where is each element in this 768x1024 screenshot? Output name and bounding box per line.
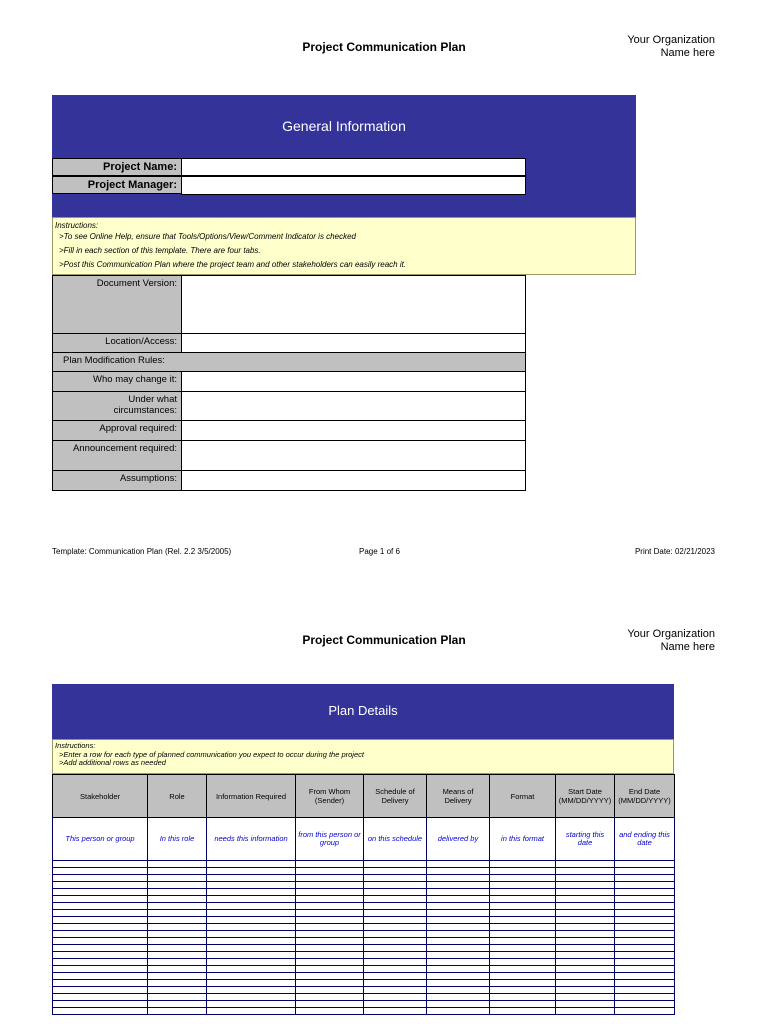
- table-cell[interactable]: [296, 917, 364, 924]
- table-cell[interactable]: [53, 945, 148, 952]
- plan-details-table: [52, 774, 675, 1015]
- instruction-line: >Enter a row for each type of planned communication you expect to occur during the project: [59, 749, 364, 759]
- table-cell[interactable]: [207, 1008, 296, 1015]
- table-cell[interactable]: [556, 910, 615, 917]
- table-cell[interactable]: [148, 882, 207, 889]
- table-cell[interactable]: [53, 1008, 148, 1015]
- table-cell[interactable]: [556, 994, 615, 1001]
- table-cell[interactable]: [490, 1001, 556, 1008]
- table-cell[interactable]: [148, 959, 207, 966]
- table-cell[interactable]: [490, 938, 556, 945]
- table-cell[interactable]: [296, 882, 364, 889]
- table-cell[interactable]: [615, 861, 675, 868]
- header-end-date: End Date (MM/DD/YYYY): [615, 775, 675, 818]
- table-cell[interactable]: [296, 868, 364, 875]
- table-cell[interactable]: [556, 959, 615, 966]
- table-cell[interactable]: [490, 966, 556, 973]
- table-cell[interactable]: [490, 882, 556, 889]
- table-cell[interactable]: [615, 1008, 675, 1015]
- project-manager-label: Project Manager:: [52, 176, 182, 194]
- table-cell[interactable]: [490, 994, 556, 1001]
- table-cell[interactable]: [148, 896, 207, 903]
- table-cell[interactable]: [296, 987, 364, 994]
- table-cell[interactable]: [364, 875, 427, 882]
- table-cell[interactable]: [148, 910, 207, 917]
- table-cell[interactable]: [556, 889, 615, 896]
- example-cell: on this schedule: [364, 818, 427, 861]
- table-cell[interactable]: [364, 980, 427, 987]
- who-may-change-label: Who may change it:: [52, 371, 182, 392]
- table-cell[interactable]: [556, 952, 615, 959]
- table-cell[interactable]: [490, 959, 556, 966]
- table-cell[interactable]: [296, 1001, 364, 1008]
- header-information-required: Information Required: [207, 775, 296, 818]
- circumstances-label: [52, 391, 182, 421]
- table-cell[interactable]: [207, 1001, 296, 1008]
- table-cell[interactable]: [148, 952, 207, 959]
- table-cell[interactable]: [427, 931, 490, 938]
- circumstances-field[interactable]: [181, 391, 526, 421]
- table-cell[interactable]: [556, 875, 615, 882]
- table-row: [53, 896, 675, 903]
- table-cell[interactable]: [148, 1001, 207, 1008]
- table-cell[interactable]: [53, 889, 148, 896]
- table-cell[interactable]: [296, 896, 364, 903]
- table-cell[interactable]: [556, 861, 615, 868]
- table-cell[interactable]: [207, 952, 296, 959]
- table-cell[interactable]: [296, 966, 364, 973]
- page1-org-line2: Name here: [660, 47, 715, 59]
- table-cell[interactable]: [427, 973, 490, 980]
- table-cell[interactable]: [53, 952, 148, 959]
- header-schedule: Schedule of Delivery: [364, 775, 427, 818]
- assumptions-label: Assumptions:: [52, 470, 182, 491]
- table-cell[interactable]: [615, 994, 675, 1001]
- table-cell[interactable]: [556, 924, 615, 931]
- table-cell[interactable]: [427, 861, 490, 868]
- example-cell: delivered by: [427, 818, 490, 861]
- table-header-row: [53, 775, 675, 818]
- table-row: [53, 868, 675, 875]
- example-cell: starting this date: [556, 818, 615, 861]
- table-cell[interactable]: [490, 945, 556, 952]
- table-cell[interactable]: [207, 903, 296, 910]
- project-name-field[interactable]: [181, 158, 526, 176]
- table-cell[interactable]: [296, 875, 364, 882]
- table-cell[interactable]: [615, 896, 675, 903]
- header-format: Format: [490, 775, 556, 818]
- instruction-line: >To see Online Help, ensure that Tools/Options/View/Comment Indicator is checked: [59, 232, 356, 241]
- table-cell[interactable]: [296, 889, 364, 896]
- table-cell[interactable]: [148, 994, 207, 1001]
- table-cell[interactable]: [364, 994, 427, 1001]
- table-row: [53, 924, 675, 931]
- table-cell[interactable]: [427, 980, 490, 987]
- table-row: [53, 910, 675, 917]
- table-cell[interactable]: [556, 917, 615, 924]
- table-cell[interactable]: [364, 861, 427, 868]
- table-cell[interactable]: [364, 966, 427, 973]
- table-cell[interactable]: [207, 875, 296, 882]
- table-cell[interactable]: [615, 889, 675, 896]
- table-row: [53, 1001, 675, 1008]
- table-cell[interactable]: [296, 959, 364, 966]
- table-cell[interactable]: [53, 903, 148, 910]
- table-row: [53, 917, 675, 924]
- table-cell[interactable]: [148, 889, 207, 896]
- table-row: [53, 973, 675, 980]
- table-cell[interactable]: [207, 889, 296, 896]
- table-cell[interactable]: [296, 1008, 364, 1015]
- table-cell[interactable]: [364, 945, 427, 952]
- assumptions-field[interactable]: [181, 470, 526, 491]
- announcement-required-label: Announcement required:: [52, 440, 182, 471]
- table-cell[interactable]: [490, 861, 556, 868]
- example-cell: in this format: [490, 818, 556, 861]
- table-cell[interactable]: [53, 973, 148, 980]
- table-cell[interactable]: [615, 945, 675, 952]
- header-from-whom: From Whom (Sender): [296, 775, 364, 818]
- table-cell[interactable]: [296, 945, 364, 952]
- table-cell[interactable]: [364, 917, 427, 924]
- table-row: [53, 903, 675, 910]
- table-cell[interactable]: [296, 903, 364, 910]
- table-cell[interactable]: [490, 889, 556, 896]
- general-info-band: [52, 95, 636, 217]
- table-cell[interactable]: [615, 903, 675, 910]
- table-cell[interactable]: [148, 945, 207, 952]
- table-cell[interactable]: [148, 1008, 207, 1015]
- example-cell: needs this information: [207, 818, 296, 861]
- table-cell[interactable]: [427, 952, 490, 959]
- table-cell[interactable]: [148, 980, 207, 987]
- table-cell[interactable]: [364, 973, 427, 980]
- table-row: [53, 966, 675, 973]
- table-cell[interactable]: [148, 875, 207, 882]
- table-cell[interactable]: [615, 987, 675, 994]
- table-cell[interactable]: [207, 882, 296, 889]
- table-cell[interactable]: [296, 938, 364, 945]
- page2-org-line2: Name here: [660, 641, 715, 653]
- page2-instructions: [52, 739, 674, 774]
- table-cell[interactable]: [148, 868, 207, 875]
- table-cell[interactable]: [556, 966, 615, 973]
- table-cell[interactable]: [615, 917, 675, 924]
- table-cell[interactable]: [53, 868, 148, 875]
- table-cell[interactable]: [53, 896, 148, 903]
- table-cell[interactable]: [427, 882, 490, 889]
- table-cell[interactable]: [53, 910, 148, 917]
- table-cell[interactable]: [615, 910, 675, 917]
- table-cell[interactable]: [148, 973, 207, 980]
- table-cell[interactable]: [556, 987, 615, 994]
- table-cell[interactable]: [427, 910, 490, 917]
- table-cell[interactable]: [490, 931, 556, 938]
- table-cell[interactable]: [207, 917, 296, 924]
- table-cell[interactable]: [364, 938, 427, 945]
- table-cell[interactable]: [490, 987, 556, 994]
- table-cell[interactable]: [364, 1001, 427, 1008]
- table-cell[interactable]: [207, 938, 296, 945]
- plan-modification-rules: Plan Modification Rules:: [52, 352, 526, 372]
- header-start-date: Start Date (MM/DD/YYYY): [556, 775, 615, 818]
- table-cell[interactable]: [364, 959, 427, 966]
- table-cell[interactable]: [148, 987, 207, 994]
- table-cell[interactable]: [490, 924, 556, 931]
- table-cell[interactable]: [427, 868, 490, 875]
- instructions-heading: Instructions:: [55, 741, 96, 750]
- table-cell[interactable]: [364, 931, 427, 938]
- header-means: Means of Delivery: [427, 775, 490, 818]
- table-row: [53, 952, 675, 959]
- table-cell[interactable]: [556, 938, 615, 945]
- table-cell[interactable]: [490, 896, 556, 903]
- table-cell[interactable]: [207, 973, 296, 980]
- table-cell[interactable]: [207, 987, 296, 994]
- table-cell[interactable]: [364, 903, 427, 910]
- instruction-line: >Post this Communication Plan where the project team and other stakeholders can easily reach it.: [59, 260, 407, 269]
- page2-org-line1: Your Organization: [627, 628, 715, 640]
- table-row: [53, 875, 675, 882]
- table-cell[interactable]: [148, 931, 207, 938]
- table-row: [53, 931, 675, 938]
- table-cell[interactable]: [296, 994, 364, 1001]
- header-stakeholder: Stakeholder: [53, 775, 148, 818]
- page1-org-line1: Your Organization: [627, 34, 715, 46]
- table-cell[interactable]: [207, 861, 296, 868]
- table-cell[interactable]: [207, 896, 296, 903]
- table-cell[interactable]: [615, 868, 675, 875]
- table-cell[interactable]: [490, 910, 556, 917]
- table-cell[interactable]: [53, 931, 148, 938]
- table-row: [53, 938, 675, 945]
- table-cell[interactable]: [364, 1008, 427, 1015]
- example-cell: This person or group: [53, 818, 148, 861]
- table-cell[interactable]: [490, 868, 556, 875]
- table-cell[interactable]: [207, 994, 296, 1001]
- table-cell[interactable]: [207, 910, 296, 917]
- table-cell[interactable]: [364, 889, 427, 896]
- table-cell[interactable]: [556, 973, 615, 980]
- table-cell[interactable]: [427, 959, 490, 966]
- page1-org: [515, 34, 715, 60]
- table-cell[interactable]: [556, 931, 615, 938]
- table-cell[interactable]: [556, 1008, 615, 1015]
- table-row: [53, 959, 675, 966]
- table-cell[interactable]: [296, 861, 364, 868]
- table-cell[interactable]: [427, 987, 490, 994]
- table-row: [53, 1008, 675, 1015]
- table-cell[interactable]: [53, 924, 148, 931]
- table-cell[interactable]: [364, 896, 427, 903]
- footer-template: Template: Communication Plan (Rel. 2.2 3/5/2005): [52, 547, 232, 556]
- table-cell[interactable]: [490, 973, 556, 980]
- table-cell[interactable]: [53, 980, 148, 987]
- table-cell[interactable]: [53, 994, 148, 1001]
- instruction-line: >Fill in each section of this template. There are four tabs.: [59, 246, 261, 255]
- table-cell[interactable]: [207, 966, 296, 973]
- table-cell[interactable]: [615, 924, 675, 931]
- table-cell[interactable]: [615, 882, 675, 889]
- footer-print-date: Print Date: 02/21/2023: [634, 547, 715, 556]
- page1-title: Project Communication Plan: [302, 40, 466, 54]
- table-row: [53, 945, 675, 952]
- table-cell[interactable]: [53, 882, 148, 889]
- table-cell[interactable]: [490, 1008, 556, 1015]
- table-cell[interactable]: [364, 987, 427, 994]
- table-cell[interactable]: [207, 959, 296, 966]
- table-cell[interactable]: [427, 994, 490, 1001]
- table-cell[interactable]: [427, 924, 490, 931]
- page2-title: Project Communication Plan: [302, 633, 466, 647]
- table-row: [53, 861, 675, 868]
- table-cell[interactable]: [556, 903, 615, 910]
- table-cell[interactable]: [364, 910, 427, 917]
- table-row: [53, 987, 675, 994]
- table-cell[interactable]: [427, 938, 490, 945]
- example-cell: from this person or group: [296, 818, 364, 861]
- plan-details-title: Plan Details: [328, 703, 398, 718]
- table-cell[interactable]: [427, 966, 490, 973]
- table-cell[interactable]: [427, 903, 490, 910]
- location-access-label: Location/Access:: [52, 333, 182, 353]
- table-cell[interactable]: [615, 973, 675, 980]
- table-cell[interactable]: [53, 938, 148, 945]
- table-row: [53, 889, 675, 896]
- table-cell[interactable]: [53, 987, 148, 994]
- table-cell[interactable]: [296, 980, 364, 987]
- table-cell[interactable]: [615, 1001, 675, 1008]
- approval-required-field[interactable]: [181, 420, 526, 441]
- instruction-line: >Add additional rows as needed: [59, 758, 166, 767]
- document-version-field[interactable]: [181, 275, 526, 334]
- table-cell[interactable]: [53, 966, 148, 973]
- table-cell[interactable]: [148, 924, 207, 931]
- table-cell[interactable]: [556, 896, 615, 903]
- announcement-required-field[interactable]: [181, 440, 526, 471]
- example-cell: and ending this date: [615, 818, 675, 861]
- table-cell[interactable]: [53, 861, 148, 868]
- table-cell[interactable]: [615, 931, 675, 938]
- table-cell[interactable]: [556, 980, 615, 987]
- table-cell[interactable]: [364, 952, 427, 959]
- table-row: [53, 882, 675, 889]
- table-cell[interactable]: [615, 959, 675, 966]
- table-cell[interactable]: [615, 875, 675, 882]
- table-cell[interactable]: [556, 945, 615, 952]
- who-may-change-field[interactable]: [181, 371, 526, 392]
- table-cell[interactable]: [364, 882, 427, 889]
- document-version-label: Document Version:: [52, 275, 182, 334]
- table-cell[interactable]: [427, 945, 490, 952]
- table-cell[interactable]: [207, 924, 296, 931]
- circumstances-label-line2: circumstances:: [113, 405, 177, 416]
- table-cell[interactable]: [53, 1001, 148, 1008]
- page1-instructions: [52, 217, 636, 275]
- table-cell[interactable]: [148, 966, 207, 973]
- table-cell[interactable]: [490, 980, 556, 987]
- table-cell[interactable]: [427, 896, 490, 903]
- table-cell[interactable]: [296, 910, 364, 917]
- circumstances-label-line1: Under what: [128, 394, 177, 405]
- table-cell[interactable]: [53, 959, 148, 966]
- header-role: Role: [148, 775, 207, 818]
- table-cell[interactable]: [490, 875, 556, 882]
- table-cell[interactable]: [148, 861, 207, 868]
- table-cell[interactable]: [615, 980, 675, 987]
- table-cell[interactable]: [53, 917, 148, 924]
- table-cell[interactable]: [296, 931, 364, 938]
- general-info-title: General Information: [282, 118, 406, 134]
- table-cell[interactable]: [207, 931, 296, 938]
- table-cell[interactable]: [490, 903, 556, 910]
- table-cell[interactable]: [296, 924, 364, 931]
- table-cell[interactable]: [148, 917, 207, 924]
- example-row: [53, 818, 675, 861]
- table-cell[interactable]: [427, 1001, 490, 1008]
- example-cell: In this role: [148, 818, 207, 861]
- table-cell[interactable]: [427, 875, 490, 882]
- table-cell[interactable]: [207, 945, 296, 952]
- project-manager-field[interactable]: [181, 176, 526, 195]
- table-cell[interactable]: [556, 868, 615, 875]
- table-cell[interactable]: [53, 875, 148, 882]
- table-cell[interactable]: [556, 1001, 615, 1008]
- footer-page: Page 1 of 6: [359, 547, 400, 556]
- table-cell[interactable]: [364, 924, 427, 931]
- table-cell[interactable]: [148, 938, 207, 945]
- table-row: [53, 994, 675, 1001]
- table-cell[interactable]: [427, 917, 490, 924]
- table-cell[interactable]: [556, 882, 615, 889]
- location-access-field[interactable]: [181, 333, 526, 353]
- table-cell[interactable]: [615, 952, 675, 959]
- approval-required-label: Approval required:: [52, 420, 182, 441]
- project-name-label: Project Name:: [52, 158, 182, 176]
- instructions-heading: Instructions:: [55, 221, 99, 230]
- table-cell[interactable]: [427, 889, 490, 896]
- page2-org: [515, 628, 715, 654]
- table-cell[interactable]: [148, 903, 207, 910]
- table-cell[interactable]: [490, 917, 556, 924]
- table-cell[interactable]: [490, 952, 556, 959]
- table-cell[interactable]: [207, 868, 296, 875]
- table-row: [53, 980, 675, 987]
- table-cell[interactable]: [207, 980, 296, 987]
- table-cell[interactable]: [615, 938, 675, 945]
- table-cell[interactable]: [296, 973, 364, 980]
- table-cell[interactable]: [427, 1008, 490, 1015]
- table-cell[interactable]: [364, 868, 427, 875]
- table-cell[interactable]: [296, 952, 364, 959]
- table-cell[interactable]: [615, 966, 675, 973]
